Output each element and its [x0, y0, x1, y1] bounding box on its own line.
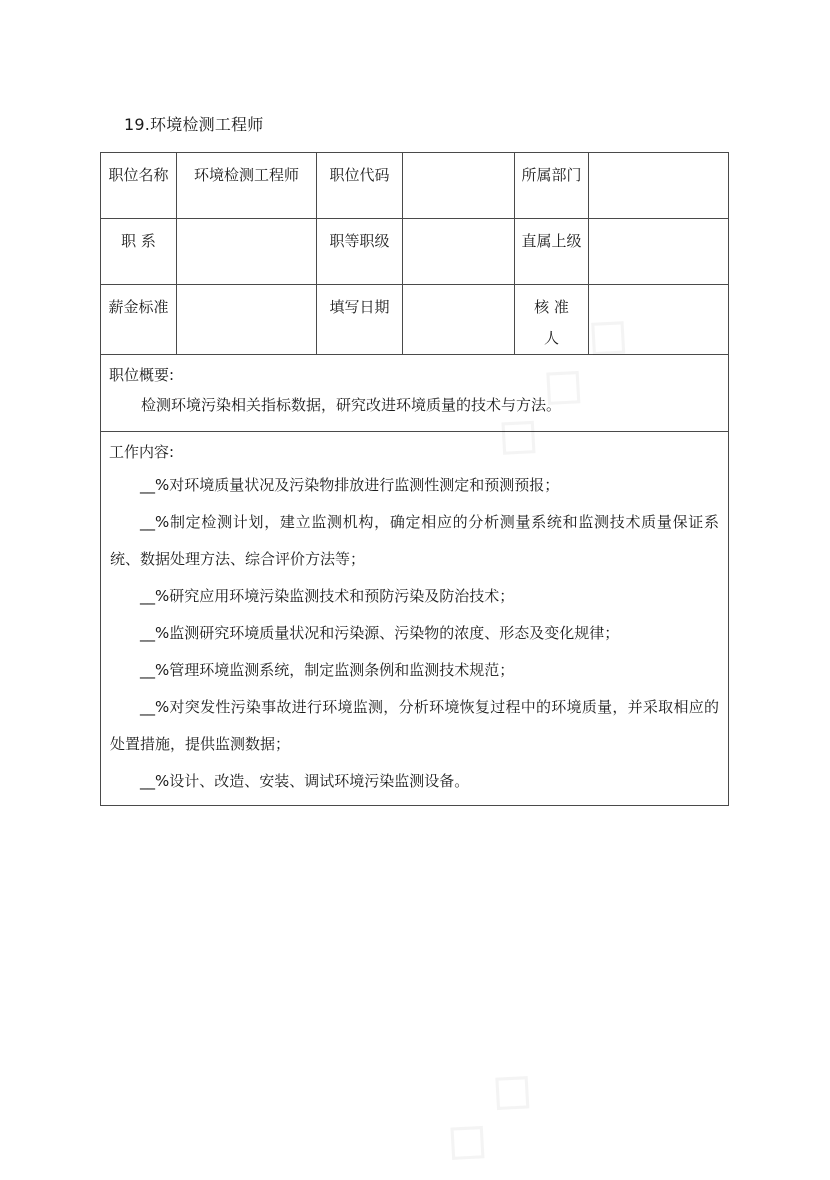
job-family-value: [177, 219, 316, 226]
job-title-value: 环境检测工程师: [193, 166, 299, 184]
salary-value: [177, 285, 316, 292]
duties-row: [101, 432, 729, 806]
value-cell: [177, 285, 317, 355]
label-cell: [101, 153, 177, 219]
summary-row: [101, 355, 729, 432]
value-cell: [403, 153, 515, 219]
table-row: [101, 285, 729, 355]
value-cell: [403, 285, 515, 355]
label-cell: [317, 285, 403, 355]
label-cell: [101, 219, 177, 285]
duties-label: 工作内容:: [109, 443, 175, 461]
grade-value: [403, 219, 514, 226]
approver-label: 核 准 人: [534, 298, 569, 347]
duty-item: __%研究应用环境污染监测技术和预防污染及防治技术；: [140, 587, 515, 605]
duty-item: __%监测研究环境质量状况和污染源、污染物的浓度、形态及变化规律；: [140, 624, 620, 642]
department-label: 所属部门: [521, 166, 582, 184]
label-cell: [101, 285, 177, 355]
label-cell: [515, 285, 589, 355]
label-cell: [515, 219, 589, 285]
watermark-mark: [423, 1050, 551, 1180]
duty-item: __%设计、改造、安装、调试环境污染监测设备。: [140, 772, 470, 790]
table-row: [101, 153, 729, 219]
job-title-label: 职位名称: [108, 166, 169, 184]
approver-value: [589, 285, 728, 292]
value-cell: [403, 219, 515, 285]
summary-text: 检测环境污染相关指标数据，研究改进环境质量的技术与方法。: [141, 396, 562, 414]
label-cell: [515, 153, 589, 219]
grade-label: 职等职级: [329, 232, 390, 250]
summary-label: 职位概要:: [109, 366, 175, 384]
duty-item: __%管理环境监测系统，制定监测条例和监测技术规范；: [140, 661, 515, 679]
fill-date-value: [403, 285, 514, 292]
job-code-value: [403, 153, 514, 160]
duties-list: [101, 464, 728, 805]
job-code-label: 职位代码: [329, 166, 390, 184]
job-family-label: 职 系: [121, 232, 156, 250]
value-cell: [589, 153, 729, 219]
value-cell: [589, 219, 729, 285]
duty-item: __%对环境质量状况及污染物排放进行监测性测定和预测预报；: [140, 476, 560, 494]
duty-item: __%对突发性污染事故进行环境监测，分析环境恢复过程中的环境质量，并采取相应的处置措施，提供监测数据；: [110, 698, 719, 753]
fill-date-label: 填写日期: [329, 298, 390, 316]
department-value: [589, 153, 728, 160]
table-row: [101, 219, 729, 285]
label-cell: [317, 219, 403, 285]
salary-label: 薪金标准: [108, 298, 169, 316]
supervisor-label: 直属上级: [521, 232, 582, 250]
duties-cell: [101, 432, 729, 806]
supervisor-value: [589, 219, 728, 226]
label-cell: [317, 153, 403, 219]
value-cell: [177, 153, 317, 219]
summary-cell: [101, 355, 729, 432]
value-cell: [589, 285, 729, 355]
document-heading: 19.环境检测工程师: [124, 115, 264, 134]
job-info-table: [100, 152, 729, 806]
value-cell: [177, 219, 317, 285]
duty-item: __%制定检测计划，建立监测机构，确定相应的分析测量系统和监测技术质量保证系统、数据处理方法、综合评价方法等；: [110, 513, 719, 568]
